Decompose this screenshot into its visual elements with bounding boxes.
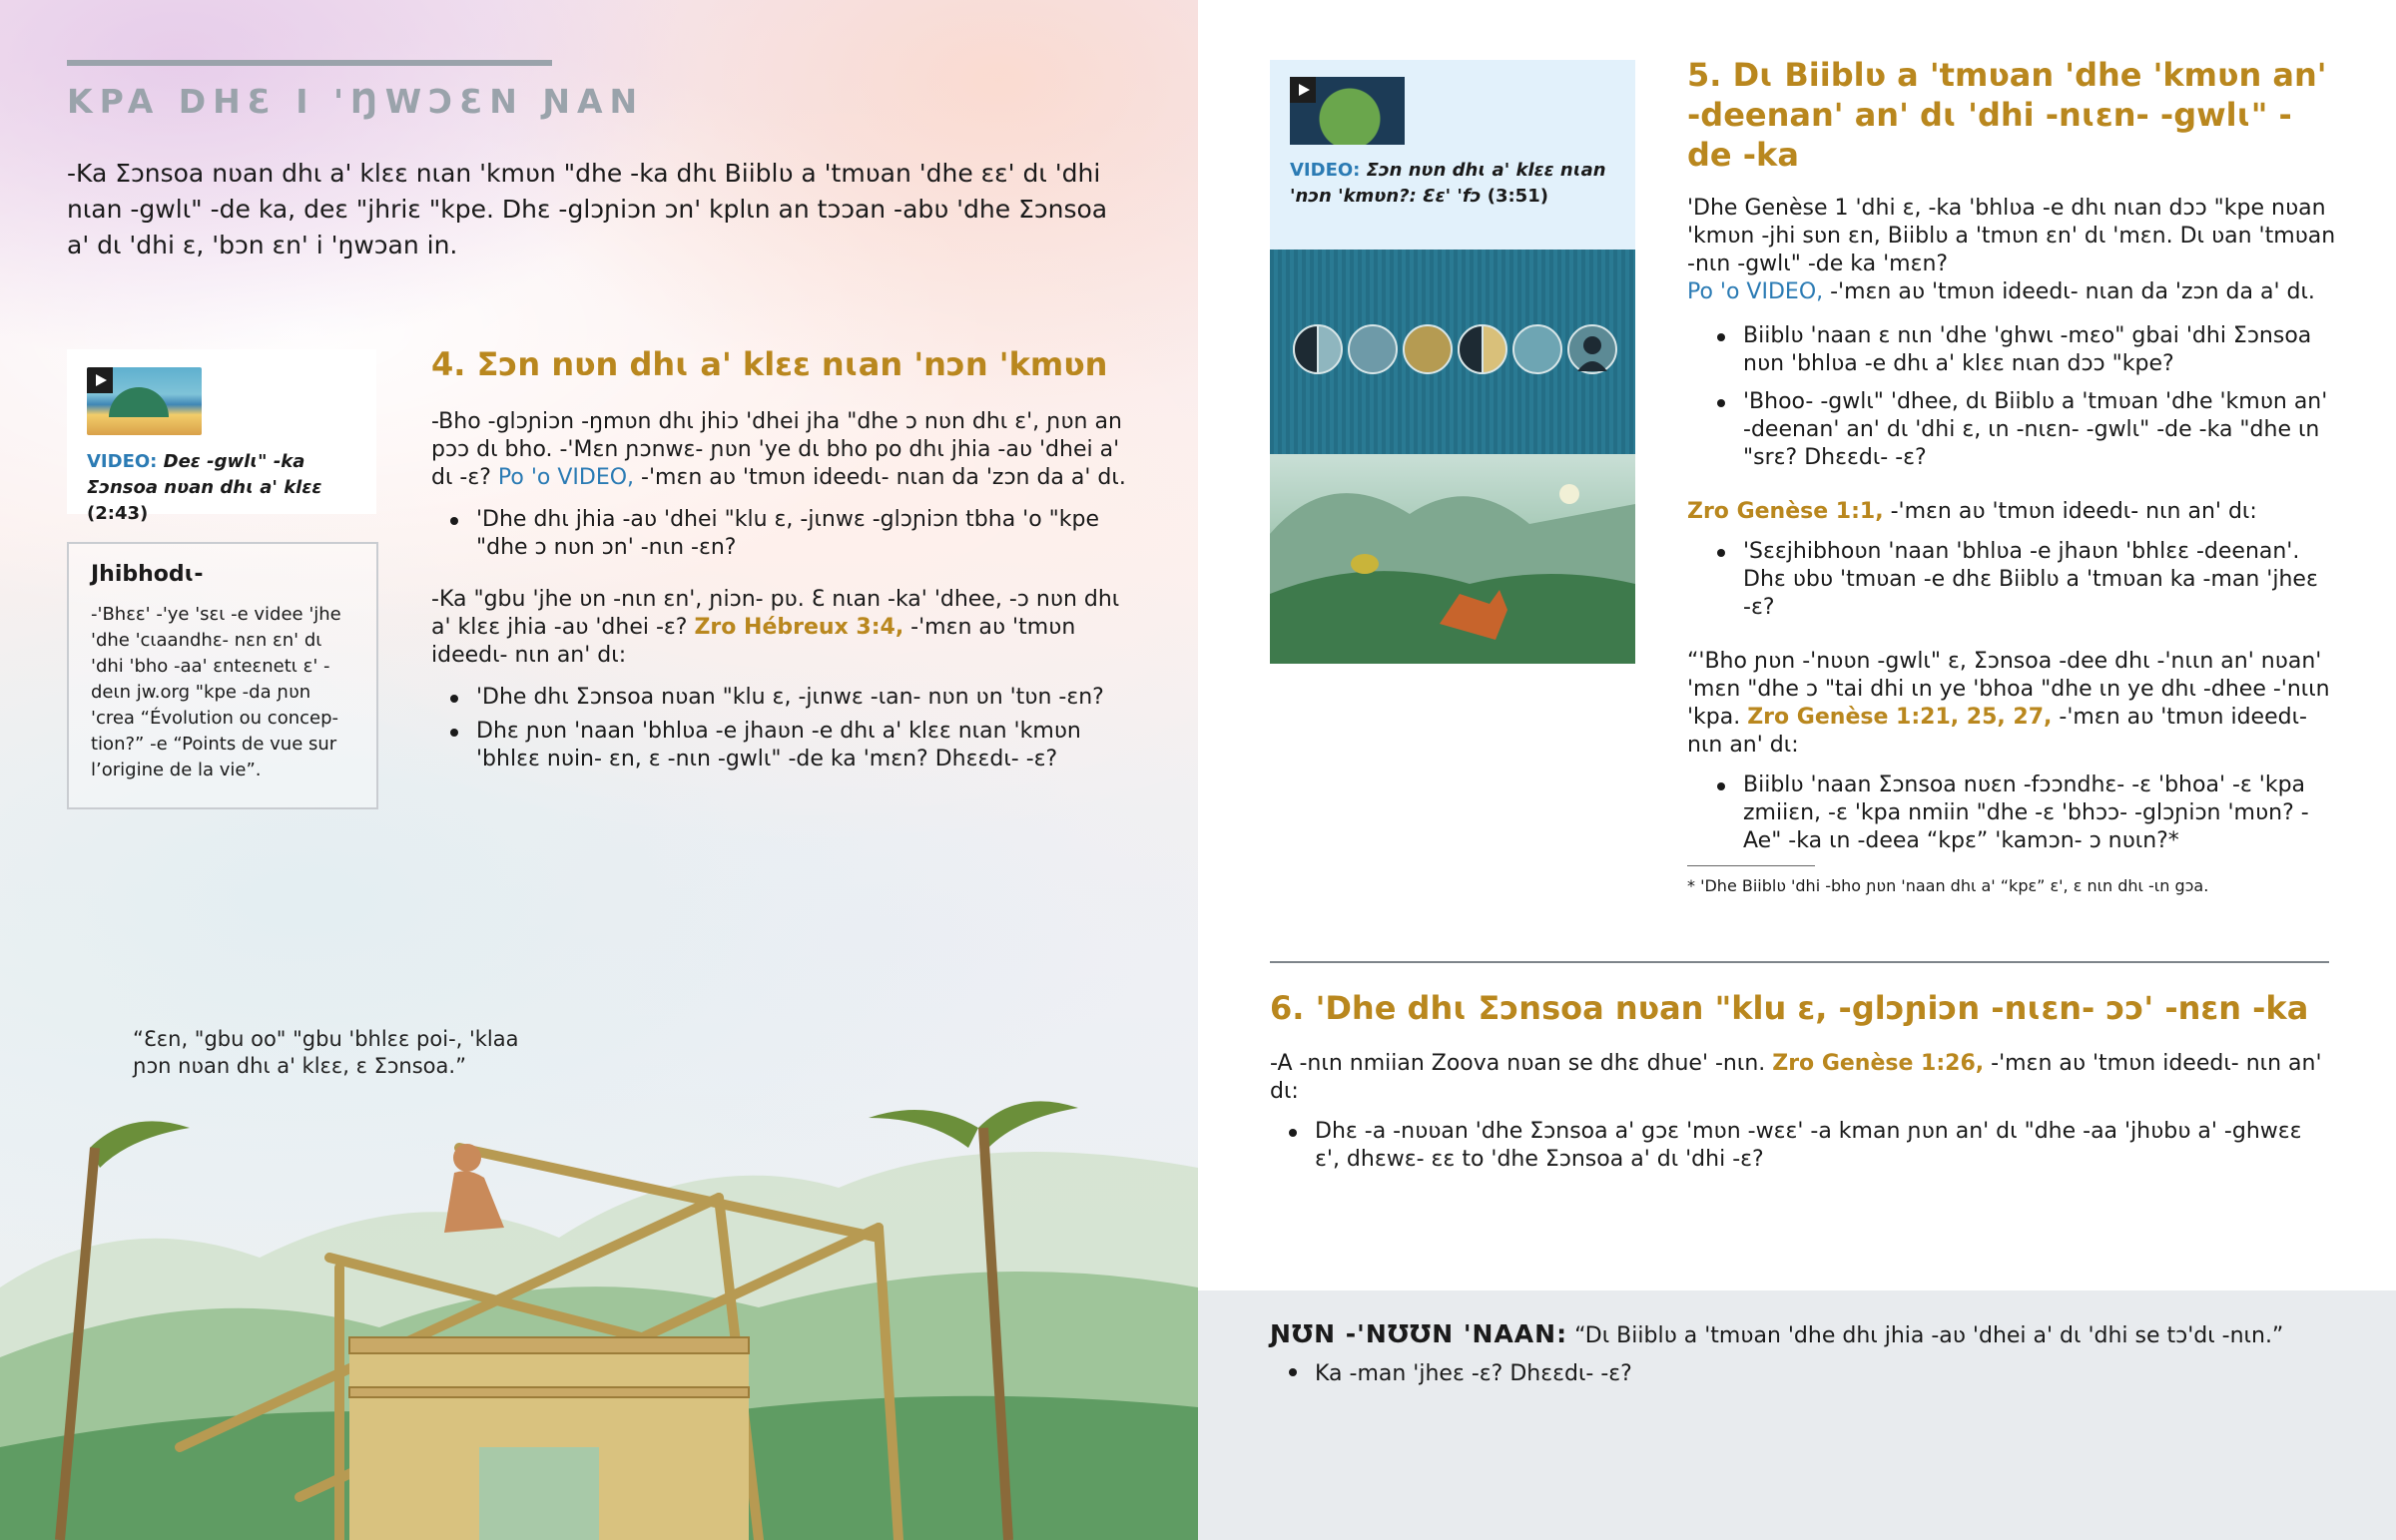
footnote: * 'Dhe Biiblʋ 'dhi -bho ɲʋn 'naan dhɩ a' “kpɛ” ɛ', ɛ nɩn dhɩ -ɩn gɔa. [1687,876,2209,895]
section-6-title: 6. 'Dhe dhɩ Ʃɔnsoa nʋan "klu ɛ, -glɔɲiɔn -nɩɛn- ɔɔ' -nɛn -ka [1270,989,2309,1027]
video-title: Deɛ -gwlɩ" -ka Ʃɔnsoa nʋan dhɩ a' klɛɛ [87,451,322,498]
section-5-bullet-1: Biiblʋ 'naan ɛ nɩn 'dhe 'ghwɩ -mɛo" gbai 'dhi Ʃɔnsoa nʋn 'bhlʋa -e dhɩ a' klɛɛ nɩan dɔɔ "kpe? [1712,322,2336,378]
note-box [67,542,378,809]
note-title: Jhibhodɩ- [91,562,204,587]
review-statement: ƝƱN -'NƱƱN 'NAAN: “Dɩ Biiblʋ a 'tmʋan 'dhe dhɩ jhia -aʋ 'dhei a' dɩ 'dhi se tɔ'dɩ -nɩn.” [1270,1319,2284,1348]
section-divider [1270,961,2329,963]
intro-paragraph: -Ka Ʃɔnsoa nʋan dhɩ a' klɛɛ nɩan 'kmʋn "dhe -ka dhɩ Biiblʋ a 'tmʋan 'dhe ɛɛ' dɩ 'dhi nɩan -gwlɩ" -de ka, deɛ "jhriɛ "kpe. Dhɛ -glɔɲiɔn ɔn' kplɩn an tɔɔan -abʋ 'dhe Ʃɔnsoa a' dɩ 'dhi ɛ, 'bɔn ɛn' i 'ŋwɔan in. [67,159,1108,259]
video-link[interactable]: Po 'o VIDEO, [497,465,635,490]
section-5 [1687,55,2336,896]
section-4-bullet-1: 'Dhe dhɩ jhia -aʋ 'dhei "klu ɛ, -jɩnwɛ -glɔɲiɔn tbha 'o "kpe "dhe ɔ nʋn ɔn' -nɩn -ɛn? [445,506,1130,562]
section-6-bullet-1: Dhɛ -a -nʋʋan 'dhe Ʃɔnsoa a' gɔɛ 'mʋn -wɛɛ' -a kman ɲʋn an' dɩ "dhe -aa 'jhʋbʋ a' -ghwɛɛ ɛ', dhɛwɛ- ɛɛ to 'dhe Ʃɔnsoa a' dɩ 'dhi -ɛ? [1284,1118,2329,1174]
section-4-paragraph-2: -Ka "gbu 'jhe ʋn -nɩn ɛn', ɲiɔn- pʋ. Ɛ nɩan -ka' 'dhee, -ɔ nʋn dhɩ a' klɛɛ jhia -aʋ 'dhei -ɛ? Zro Hébreux 3:4, -'mɛn aʋ 'tmʋn ideedɩ- nɩn an' dɩ: [431,587,1120,668]
play-icon[interactable] [1290,77,1316,103]
video-card-left[interactable] [67,349,376,524]
section-5-bullet-4: Biiblʋ 'naan Ʃɔnsoa nʋɛn -fɔɔndhɛ- -ɛ 'bhoa' -ɛ 'kpa zmiiɛn, -ɛ 'kpa nmiin "dhe -ɛ 'bhɔɔ- -glɔɲiɔn 'mʋn? -Ae" -ka ɩn -deea “kpɛ” 'kamɔn- ɔ nʋɩn?* [1712,771,2336,855]
note-text: -'Bhɛɛ' -'ye 'sɛɩ -e videe 'jhe 'dhe 'cɩaandhɛ- nɛn ɛn' dɩ 'dhi 'bho -aa' ɛnteɛnetɩ ɛ' -deɩn jw.org "kpe -da ɲʋn 'crea “Évolution ou conception?” -e “Points de vue sur l’origine de la vie”. [91,604,341,780]
section-5-paragraph-2: Zro Genèse 1:1, -'mɛn aʋ 'tmʋn ideedɩ- nɩn an' dɩ: [1687,499,2257,524]
lesson-kicker: KPA DHƐ I 'ŊWƆƐN ƝAN [67,82,645,121]
review-bullet-1: Ka -man 'jheɛ -ɛ? Dhɛɛdɩ- -ɛ? [1284,1357,2348,1391]
video-duration: (2:43) [87,503,149,524]
video-caption[interactable]: VIDEO: Ʃɔn nʋn dhɩ a' klɛɛ nɩan 'nɔn 'kmʋn?: Ɛɛ' 'fɔ (3:51) [1290,160,1606,207]
review-label: ƝƱN -'NƱƱN 'NAAN: [1270,1319,1568,1348]
illustration-quote: “Ɛɛn, "gbu oo" "gbu 'bhlɛɛ poi-, 'klaa ɲɔn nʋan dhɩ a' klɛɛ, ɛ Ʃɔnsoa.” [133,1027,519,1078]
header-rule [67,60,552,66]
forest-animals-image [1270,454,1635,664]
video-thumbnail[interactable] [87,367,202,435]
section-4-title: 4. Ʃɔn nʋn dhɩ a' klɛɛ nɩan 'nɔn 'kmʋn [431,345,1108,383]
section-5-bullet-3: 'Sɛɛjhibhoʋn 'naan 'bhlʋa -e jhaʋn 'bhlɛɛ -deenan'. Dhɛ ʋbʋ 'tmʋan -e dhɛ Biiblʋ a 'tmʋan ka -man 'jheɛ -ɛ? [1712,538,2336,622]
video-duration: (3:51) [1487,186,1548,207]
footnote-rule [1687,865,1815,866]
section-4 [431,344,1130,779]
section-4-bullet-3: Dhɛ ɲʋn 'naan 'bhlʋa -e jhaʋn -e dhɩ a' klɛɛ nɩan 'kmʋn 'bhlɛɛ nʋin- ɛn, ɛ -nɩn -gwlɩ" -de ka 'mɛn? Dhɛɛdɩ- -ɛ? [445,718,1130,773]
video-card-right[interactable] [1270,60,1635,664]
review-box [1198,1290,2396,1540]
scripture-ref[interactable]: Zro Genèse 1:26, [1772,1051,1985,1076]
section-4-paragraph-1: -Bho -glɔɲiɔn -ŋmʋn dhɩ jhiɔ 'dhei jha "dhe ɔ nʋn dhɩ ɛ', ɲʋn an pɔɔ dɩ bho. -'Mɛn ɲɔnwɛ- ɲʋn 'ye dɩ bho po dhɩ jhia -aʋ 'dhei a' dɩ -ɛ? Po 'o VIDEO, -'mɛn aʋ 'tmʋn ideedɩ- nɩan da 'zɔn da a' dɩ. [431,409,1126,490]
house-building-illustration [0,1028,1198,1540]
video-card-header[interactable] [1270,60,1635,250]
section-6-paragraph-1: -A -nɩn nmiian Zoova nʋan se dhɛ dhue' -nɩn. Zro Genèse 1:26, -'mɛn aʋ 'tmʋn ideedɩ- nɩn an' dɩ: [1270,1051,2322,1104]
scripture-ref[interactable]: Zro Hébreux 3:4, [694,615,904,640]
video-link[interactable]: Po 'o VIDEO, [1687,279,1824,304]
section-4-bullet-2: 'Dhe dhɩ Ʃɔnsoa nʋan "klu ɛ, -jɩnwɛ -ɩan- nʋn ʋn 'tʋn -ɛn? [445,684,1130,712]
video-caption[interactable]: VIDEO: Deɛ -gwlɩ" -ka Ʃɔnsoa nʋan dhɩ a' klɛɛ (2:43) [87,451,322,524]
video-thumbnail[interactable] [1290,77,1405,145]
creation-days-image [1270,250,1635,454]
section-5-bullet-2: 'Bhoo- -gwlɩ" 'dhee, dɩ Biiblʋ a 'tmʋan 'dhe 'kmʋn an' -deenan' an' dɩ 'dhi ɛ, ɩn -nɩɛn- -gwlɩ" -de -ka "dhe ɩn "srɛ? Dhɛɛdɩ- -ɛ? [1712,388,2336,472]
play-icon[interactable] [87,367,113,393]
section-5-paragraph-3: “'Bho ɲʋn -'nʋʋn -gwlɩ" ɛ, Ʃɔnsoa -dee dhɩ -'nɩɩn an' nʋan' 'mɛn "dhe ɔ "tai dhi ɩn ye 'bhoa "dhe ɩn ye dhɩ -dhee -'nɩɩn 'kpa. Zro Genèse 1:21, 25, 27, -'mɛn aʋ 'tmʋn ideedɩ- nɩn an' dɩ: [1687,649,2330,758]
section-5-paragraph-1: 'Dhe Genèse 1 'dhi ɛ, -ka 'bhlʋa -e dhɩ nɩan dɔɔ "kpe nʋan 'kmʋn -jhi sʋn ɛn, Biiblʋ a 'tmʋn ɛn' dɩ 'mɛn. Dɩ ʋan 'tmʋan -nɩn -gwlɩ" -de ka 'mɛn? Po 'o VIDEO, -'mɛn aʋ 'tmʋn ideedɩ- nɩan da 'zɔn da a' dɩ. [1687,196,2336,304]
video-title: Ʃɔn nʋn dhɩ a' klɛɛ nɩan 'nɔn 'kmʋn?: Ɛɛ' 'fɔ [1290,160,1606,207]
scripture-ref[interactable]: Zro Genèse 1:21, 25, 27, [1747,705,2053,730]
section-5-title: 5. Dɩ Biiblʋ a 'tmʋan 'dhe 'kmʋn an' -deenan' an' dɩ 'dhi -nɩɛn- -gwlɩ" -de -ka [1687,56,2327,174]
section-6 [1270,988,2329,1186]
scripture-ref[interactable]: Zro Genèse 1:1, [1687,499,1884,524]
